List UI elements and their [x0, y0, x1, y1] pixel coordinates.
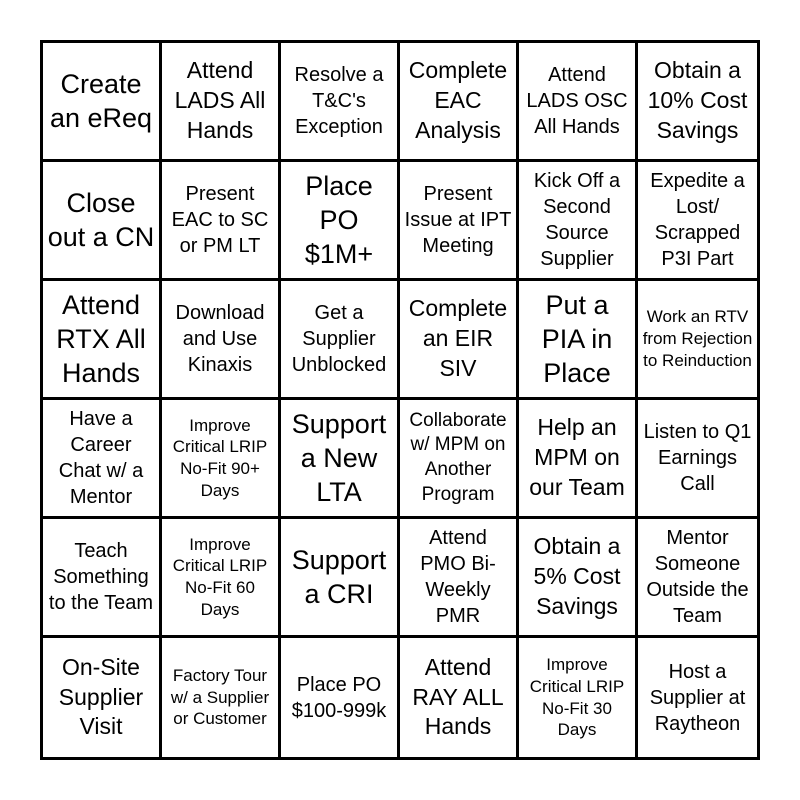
bingo-cell-text: Attend RTX All Hands [56, 289, 146, 388]
bingo-cell[interactable] [162, 400, 281, 519]
bingo-cell-text: Present EAC to SC or PM LT [171, 183, 269, 257]
bingo-cell[interactable] [281, 162, 400, 281]
bingo-cell[interactable] [400, 400, 519, 519]
bingo-cell-text: Support a CRI [291, 544, 387, 609]
bingo-cell-text: Complete EAC Analysis [408, 57, 508, 143]
bingo-cell-text: Factory Tour w/ a Supplier or Customer [170, 665, 270, 729]
bingo-cell-text: Attend LADS OSC All Hands [526, 64, 628, 138]
bingo-cell[interactable] [638, 400, 757, 519]
bingo-cell[interactable] [400, 519, 519, 638]
bingo-cell[interactable] [638, 43, 757, 162]
bingo-cell[interactable] [43, 43, 162, 162]
bingo-cell[interactable] [519, 281, 638, 400]
bingo-cell[interactable] [400, 638, 519, 757]
bingo-cell-text: On-Site Supplier Visit [58, 653, 144, 740]
bingo-cell-text: Mentor Someone Outside the Team [646, 527, 749, 627]
bingo-cell-text: Attend LADS All Hands [174, 57, 266, 143]
bingo-cell-text: Support a New LTA [291, 408, 387, 507]
bingo-cell[interactable] [519, 638, 638, 757]
bingo-cell[interactable] [519, 43, 638, 162]
bingo-cell-text: Create an eReq [49, 68, 153, 133]
bingo-cell-text: Work an RTV from Rejection to Reinduction [642, 307, 753, 370]
bingo-cell-text: Attend RAY ALL Hands [412, 653, 504, 740]
bingo-cell[interactable] [162, 281, 281, 400]
bingo-cell-text: Have a Career Chat w/ a Mentor [58, 408, 144, 508]
bingo-cell[interactable] [43, 638, 162, 757]
bingo-cell[interactable] [281, 43, 400, 162]
bingo-cell[interactable] [519, 162, 638, 281]
bingo-cell[interactable] [281, 400, 400, 519]
bingo-cell[interactable] [43, 281, 162, 400]
bingo-cell-text: Collaborate w/ MPM on Another Program [409, 409, 507, 505]
bingo-cell-text: Improve Critical LRIP No-Fit 60 Days [172, 534, 268, 619]
bingo-cell[interactable] [43, 400, 162, 519]
bingo-cell-text: Get a Supplier Unblocked [291, 302, 387, 376]
bingo-cell[interactable] [43, 519, 162, 638]
bingo-cell-text: Expedite a Lost/ Scrapped P3I Part [650, 170, 745, 270]
bingo-cell-text: Listen to Q1 Earnings Call [643, 421, 752, 495]
bingo-cell[interactable] [162, 519, 281, 638]
bingo-board [40, 40, 760, 760]
bingo-cell[interactable] [281, 638, 400, 757]
bingo-cell[interactable] [519, 400, 638, 519]
bingo-cell-text: Obtain a 10% Cost Savings [647, 57, 748, 143]
bingo-cell[interactable] [638, 638, 757, 757]
bingo-cell[interactable] [281, 281, 400, 400]
bingo-cell-text: Help an MPM on our Team [529, 414, 625, 500]
bingo-cell[interactable] [638, 519, 757, 638]
bingo-cell-text: Teach Something to the Team [48, 540, 154, 614]
bingo-cell-text: Obtain a 5% Cost Savings [533, 533, 621, 619]
bingo-cell[interactable] [400, 162, 519, 281]
bingo-cell-text: Present Issue at IPT Meeting [404, 183, 512, 257]
bingo-cell-text: Place PO $1M+ [304, 170, 374, 269]
bingo-cell-text: Attend PMO Bi-Weekly PMR [420, 527, 496, 627]
bingo-cell[interactable] [519, 519, 638, 638]
bingo-cell-text: Resolve a T&C's Exception [294, 64, 384, 138]
bingo-cell-text: Download and Use Kinaxis [175, 302, 265, 376]
bingo-cell-text: Improve Critical LRIP No-Fit 90+ Days [172, 415, 268, 500]
bingo-cell[interactable] [400, 281, 519, 400]
bingo-cell-text: Complete an EIR SIV [408, 295, 508, 381]
bingo-cell[interactable] [638, 162, 757, 281]
bingo-cell[interactable] [400, 43, 519, 162]
bingo-cell-text: Place PO $100-999k [291, 673, 387, 722]
bingo-cell-text: Put a PIA in Place [541, 289, 613, 388]
bingo-cell[interactable] [162, 43, 281, 162]
bingo-cell[interactable] [43, 162, 162, 281]
bingo-cell[interactable] [162, 162, 281, 281]
bingo-cell-text: Host a Supplier at Raytheon [649, 660, 746, 735]
bingo-cell-text: Kick Off a Second Source Supplier [533, 170, 621, 270]
bingo-cell-text: Improve Critical LRIP No-Fit 30 Days [529, 655, 625, 740]
bingo-cell[interactable] [638, 281, 757, 400]
bingo-cell[interactable] [281, 519, 400, 638]
bingo-cell-text: Close out a CN [47, 187, 155, 252]
bingo-cell[interactable] [162, 638, 281, 757]
